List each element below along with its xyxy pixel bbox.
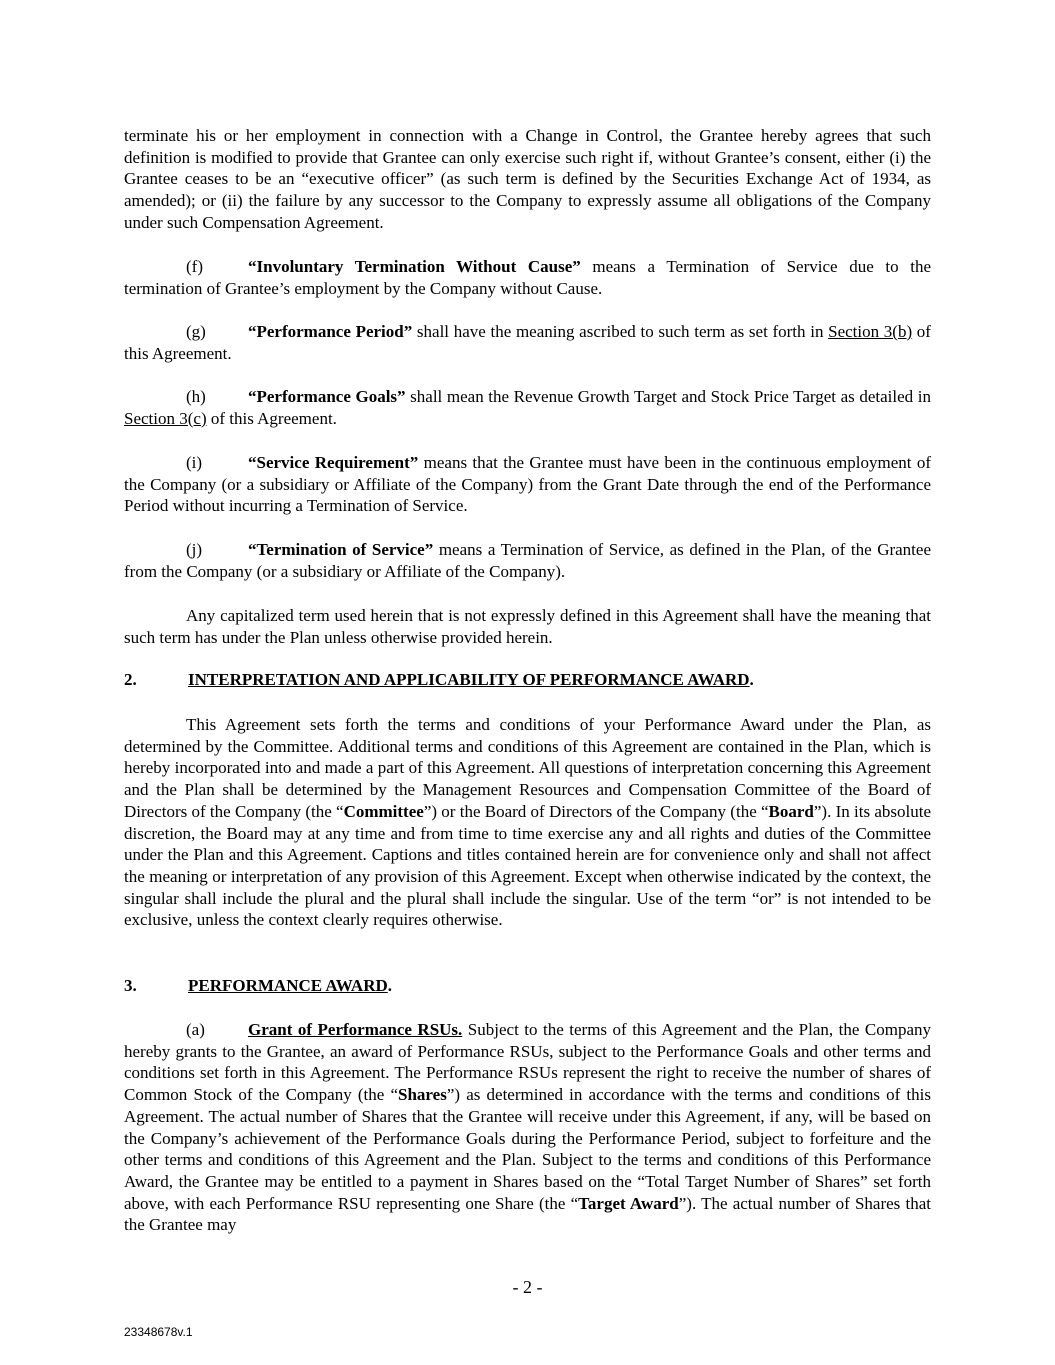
board-term: Board (768, 801, 814, 821)
section-2-period: . (749, 670, 754, 689)
section-2-text-2: ”) or the Board of Directors of the Company (the “ (423, 801, 769, 821)
section-2-text-3: ”). In its absolute discretion, the Board may at any time and from time to time exercise any and all rights and duties of the Committee under the Plan and this Agreement. Captions and titles contained herein are for convenience only and shall not affect the meaning or interpretation of any provision of this Agreement. Except when otherwise indicated by the context, the singular shall include the plural and the plural shall include the singular. Use of the term “or” is not intended to be exclusive, unless the context clearly requires otherwise. (124, 801, 932, 930)
definition-i-term: “Service Requirement” (248, 453, 419, 472)
committee-term: Committee (343, 801, 424, 821)
definition-g-label: (g) (186, 322, 206, 341)
definition-j-text: means a Termination of Service, as defined in the Plan, of the Grantee from the Company (or a subsidiary or Affiliate of the Company). (124, 540, 931, 581)
section-2-text: This Agreement sets forth the terms and conditions of your Performance Award under the Plan, as determined by the Committee. Additional terms and conditions of this Agreement are contained in the Plan, which is hereby incorporated into and made a part of this Agreement. All questions of interpretation concerning this Agreement and the Plan shall be determined by the Management Resources and Compensation Committee of the Board of Directors of the Company (the “ (124, 715, 931, 821)
definition-i-text: means that the Grantee must have been in the continuous employment of the Company (or a subsidiary or Affiliate of the Company) from the Grant Date through the end of the Performance Period without incurring a Termination of Service. (124, 453, 931, 516)
section-3a-text: Subject to the terms of this Agreement and the Plan, the Company hereby grants to the Grantee, an award of Performance RSUs, subject to the Performance Goals and other terms and conditions set forth in this Agreement. The Performance RSUs represent the right to receive the number of shares of Common Stock of the Company (the “ (124, 1020, 931, 1105)
section-3a-heading: Grant of Performance RSUs. (248, 1020, 463, 1039)
section-2-number: 2. (124, 670, 137, 689)
definition-g (124, 321, 931, 364)
definition-f-text: means a Termination of Service due to the termination of Grantee’s employment by the Company without Cause. (124, 257, 931, 298)
intro-text: terminate his or her employment in connection with a Change in Control, the Grantee hereby agrees that such definition is modified to provide that Grantee can only exercise such right if, without Grantee’s consent, either (i) the Grantee ceases to be an “executive officer” (as such term is defined by the Securities Exchange Act of 1934, as amended); or (ii) the failure by any successor to the Company to expressly assume all obligations of the Company under such Compensation Agreement. (124, 126, 931, 232)
capitalized-terms-paragraph (124, 605, 931, 648)
definition-f-term: “Involuntary Termination Without Cause” (248, 257, 581, 276)
shares-term: Shares (398, 1085, 447, 1105)
section-2-paragraph (124, 714, 931, 931)
section-3-heading (124, 976, 392, 996)
definition-g-text-end: of this Agreement. (124, 322, 931, 363)
definition-j-term: “Termination of Service” (248, 540, 434, 559)
definition-f (124, 256, 931, 299)
document-id: 23348678v.1 (124, 1325, 193, 1339)
definition-h-label: (h) (186, 387, 206, 406)
section-3a-text-3: ”). The actual number of Shares that the Grantee may (124, 1193, 931, 1235)
definition-j (124, 539, 931, 582)
definition-f-label: (f) (186, 257, 203, 276)
section-3-period: . (387, 976, 392, 995)
section-3a-label: (a) (186, 1020, 205, 1039)
intro-paragraph (124, 125, 931, 234)
definition-i-label: (i) (186, 453, 203, 472)
definition-g-term: “Performance Period” (248, 322, 413, 341)
definition-i (124, 452, 931, 517)
definition-h-term: “Performance Goals” (248, 387, 406, 406)
definition-h (124, 386, 931, 429)
definition-j-label: (j) (186, 540, 203, 559)
section-3-title: PERFORMANCE AWARD (188, 976, 388, 995)
section-2-heading (124, 670, 754, 690)
section-3a-text-2: ”) as determined in accordance with the terms and conditions of this Agreement. The actual number of Shares that the Grantee will receive under this Agreement, if any, will be based on the Company’s achievement of the Performance Goals during the Performance Period, subject to forfeiture and the other terms and conditions of this Agreement and the Plan. Subject to the terms and conditions of this Performance Award, the Grantee may be entitled to a payment in Shares based on the “Total Target Number of Shares” set forth above, with each Performance RSU representing one Share (the “ (124, 1085, 931, 1213)
section-3-number: 3. (124, 976, 137, 995)
capitalized-terms-text: Any capitalized term used herein that is not expressly defined in this Agreement shall have the meaning that such term has under the Plan unless otherwise provided herein. (124, 606, 931, 647)
definition-h-text-end: of this Agreement. (206, 408, 337, 428)
target-award-term: Target Award (578, 1193, 679, 1213)
definition-g-text: shall have the meaning ascribed to such term as set forth in (412, 322, 829, 341)
definition-h-text: shall mean the Revenue Growth Target and Stock Price Target as detailed in (405, 387, 932, 406)
section-3a-paragraph (124, 1019, 931, 1236)
section-3b-reference: Section 3(b) (828, 322, 913, 341)
section-2-title: INTERPRETATION AND APPLICABILITY OF PERFORMANCE AWARD (188, 670, 750, 689)
section-3c-reference: Section 3(c) (124, 408, 207, 428)
page-number: - 2 - (512, 1277, 543, 1297)
